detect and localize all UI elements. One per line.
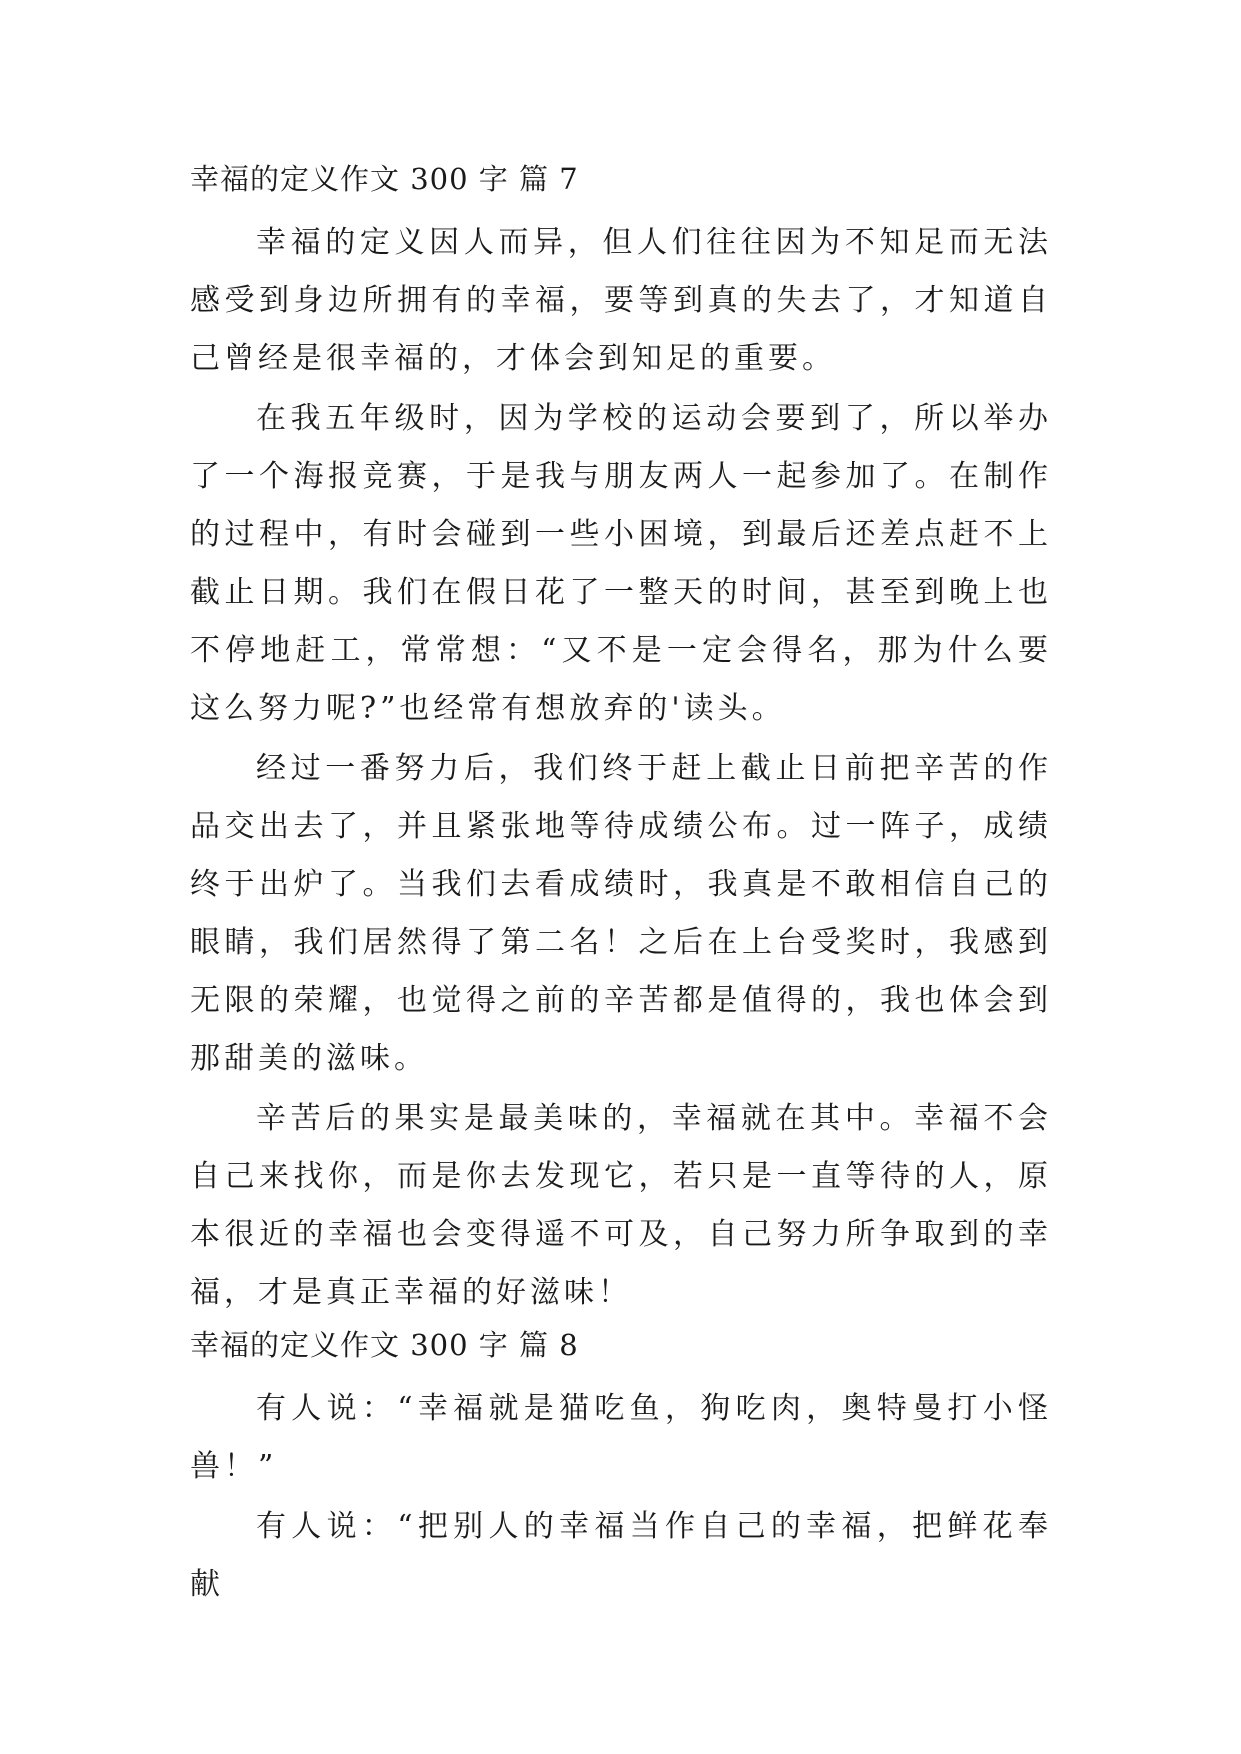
paragraph: 有人说：“把别人的幸福当作自己的幸福，把鲜花奉献: [190, 1509, 1052, 1602]
paragraph: 有人说：“幸福就是猫吃鱼，狗吃肉，奥特曼打小怪兽！”: [190, 1391, 1052, 1484]
document-body: [190, 158, 1052, 1616]
section-heading-7: 幸福的定义作文 300 字 篇 7: [190, 162, 579, 196]
paragraph: 幸福的定义因人而异，但人们往往因为不知足而无法感受到身边所拥有的幸福，要等到真的失去了，才知道自己曾经是很幸福的，才体会到知足的重要。: [190, 225, 1052, 376]
paragraph: 辛苦后的果实是最美味的，幸福就在其中。幸福不会自己来找你，而是你去发现它，若只是一直等待的人，原本很近的幸福也会变得遥不可及，自己努力所争取到的幸福，才是真正幸福的好滋味！: [190, 1101, 1052, 1310]
paragraph: 经过一番努力后，我们终于赶上截止日前把辛苦的作品交出去了，并且紧张地等待成绩公布。过一阵子，成绩终于出炉了。当我们去看成绩时，我真是不敢相信自己的眼睛，我们居然得了第二名！之后在上台受奖时，我感到无限的荣耀，也觉得之前的辛苦都是值得的，我也体会到那甜美的滋味。: [190, 751, 1052, 1076]
section-heading-8: 幸福的定义作文 300 字 篇 8: [190, 1328, 579, 1362]
paragraph: 在我五年级时，因为学校的运动会要到了，所以举办了一个海报竞赛，于是我与朋友两人一起参加了。在制作的过程中，有时会碰到一些小困境，到最后还差点赶不上截止日期。我们在假日花了一整天的时间，甚至到晚上也不停地赶工，常常想：“又不是一定会得名，那为什么要这么努力呢?”也经常有想放弃的'读头。: [190, 401, 1052, 726]
